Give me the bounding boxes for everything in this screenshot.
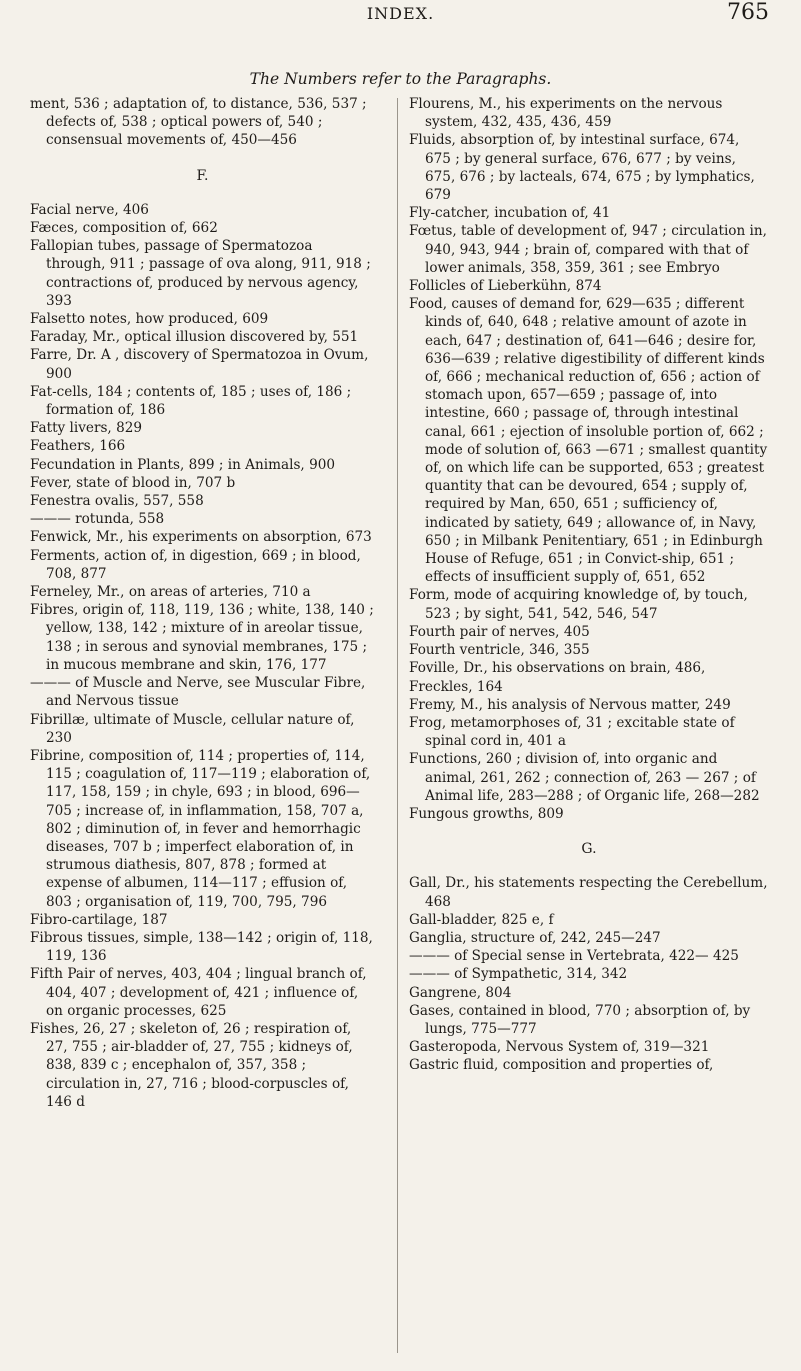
index-entry: Fremy, M., his analysis of Nervous matter, 249 bbox=[409, 696, 731, 713]
index-subtitle: The Numbers refer to the Paragraphs. bbox=[249, 70, 552, 88]
index-entry: Fourth pair of nerves, 405 bbox=[409, 623, 590, 640]
index-entry: Fungous growths, 809 bbox=[409, 805, 564, 822]
index-entry: Facial nerve, 406 bbox=[30, 201, 149, 218]
index-entry: Fenestra ovalis, 557, 558 bbox=[30, 493, 204, 510]
index-entry: Form, mode of acquiring knowledge of, by touch, 523 ; by sight, 541, 542, 546, 547 bbox=[409, 587, 748, 622]
index-entry: Fibrous tissues, simple, 138—142 ; origin of, 118, 119, 136 bbox=[30, 929, 373, 965]
index-entry: ——— of Muscle and Nerve, see Muscular Fibre, and Nervous tissue bbox=[30, 675, 366, 710]
index-entry: Follicles of Lieberkühn, 874 bbox=[409, 278, 602, 295]
index-entry: Frog, metamorphoses of, 31 ; excitable state of spinal cord in, 401 a bbox=[409, 714, 735, 750]
section-letter-heading: G. bbox=[581, 841, 597, 858]
index-entry: Freckles, 164 bbox=[409, 678, 503, 695]
index-entry: Fever, state of blood in, 707 b bbox=[30, 474, 236, 491]
index-entry: Fishes, 26, 27 ; skeleton of, 26 ; respiration of, 27, 755 ; air-bladder of, 27, 755 ; kidneys of, 838, 839 c ; encephalon of, 357, 358 ; circulation in, 27, 716 ; blood-corpuscles of, 146 d bbox=[30, 1020, 353, 1110]
index-entry: Fibrillæ, ultimate of Muscle, cellular nature of, 230 bbox=[30, 711, 355, 746]
index-entry: ——— of Special sense in Vertebrata, 422— 425 bbox=[409, 948, 739, 965]
column-divider bbox=[397, 98, 398, 1353]
index-entry: Faraday, Mr., optical illusion discovered by, 551 bbox=[30, 329, 359, 346]
index-entry: Ferneley, Mr., on areas of arteries, 710 a bbox=[30, 584, 311, 601]
index-entry: Fatty livers, 829 bbox=[30, 420, 143, 437]
running-head: INDEX. bbox=[366, 4, 435, 23]
index-entry: Fibres, origin of, 118, 119, 136 ; white, 138, 140 ; yellow, 138, 142 ; mixture of in areolar tissue, 138 ; in serous and synovial membranes, 175 ; in mucous membrane and skin, 176, 177 bbox=[30, 602, 374, 673]
index-entry: Fourth ventricle, 346, 355 bbox=[409, 642, 590, 659]
section-letter-heading: F. bbox=[196, 167, 209, 184]
index-entry: Gall, Dr., his statements respecting the Cerebellum, 468 bbox=[409, 875, 768, 910]
index-entry: ment, 536 ; adaptation of, to distance, 536, 537 ; defects of, 538 ; optical powers of, 540 ; consensual movements of, 450—456 bbox=[30, 96, 367, 149]
index-entry: Gastric fluid, composition and properties of, bbox=[409, 1057, 714, 1074]
index-entry: ——— rotunda, 558 bbox=[30, 511, 165, 528]
index-entry: Fibrine, composition of, 114 ; properties of, 114, 115 ; coagulation of, 117—119 ; elaboration of, 117, 158, 159 ; in chyle, 693 ; in blood, 696—705 ; increase of, in inflammation, 158, 707 a, 802 ; diminution of, in fever and hemorrhagic diseases, 707 b ; imperfect elaboration of, in strumous diathesis, 807, 878 ; formed at expense of albumen, 114—117 ; effusion of, 803 ; organisation of, 119, 700, 795, 796 bbox=[30, 747, 371, 910]
index-entry: Gangrene, 804 bbox=[409, 984, 512, 1001]
index-entry: Gases, contained in blood, 770 ; absorption of, by lungs, 775—777 bbox=[409, 1002, 751, 1037]
index-entry: Ganglia, structure of, 242, 245—247 bbox=[409, 929, 661, 946]
index-entry: Fecundation in Plants, 899 ; in Animals, 900 bbox=[30, 456, 336, 473]
index-entry: Farre, Dr. A , discovery of Spermatozoa in Ovum, 900 bbox=[30, 347, 369, 382]
index-entry: Fluids, absorption of, by intestinal surface, 674, 675 ; by general surface, 676, 677 ; by veins, 675, 676 ; by lacteals, 674, 675 ; by lymphatics, 679 bbox=[409, 132, 755, 204]
index-entry: Ferments, action of, in digestion, 669 ; in blood, 708, 877 bbox=[30, 547, 361, 582]
index-entry: Flourens, M., his experiments on the nervous system, 432, 435, 436, 459 bbox=[409, 96, 723, 131]
page-header bbox=[0, 0, 801, 100]
index-entry: Gasteropoda, Nervous System of, 319—321 bbox=[409, 1039, 710, 1056]
index-entry: Fly-catcher, incubation of, 41 bbox=[409, 205, 611, 222]
page-number: 765 bbox=[727, 0, 769, 25]
index-entry: Fæces, composition of, 662 bbox=[30, 220, 218, 237]
index-entry: Falsetto notes, how produced, 609 bbox=[30, 311, 269, 328]
index-entry: Feathers, 166 bbox=[30, 438, 126, 455]
index-entry: Fallopian tubes, passage of Spermatozoa through, 911 ; passage of ova along, 911, 918 ; contractions of, produced by nervous agency, 393 bbox=[30, 238, 371, 309]
index-entry: Foville, Dr., his observations on brain, 486, bbox=[409, 660, 706, 677]
right-column bbox=[409, 95, 769, 1075]
index-entry: Fifth Pair of nerves, 403, 404 ; lingual branch of, 404, 407 ; development of, 421 ; influence of, on organic processes, 625 bbox=[30, 966, 367, 1019]
index-entry: Fibro-cartilage, 187 bbox=[30, 911, 168, 928]
index-entry: Fat-cells, 184 ; contents of, 185 ; uses of, 186 ; formation of, 186 bbox=[30, 383, 352, 419]
left-column bbox=[30, 95, 375, 1111]
index-entry: Food, causes of demand for, 629—635 ; different kinds of, 640, 648 ; relative amount of azote in each, 647 ; destination of, 641—646 ; desire for, 636—639 ; relative digestibility of different kinds of, 666 ; mechanical reduction of, 656 ; action of stomach upon, 657—659 ; passage of, into intestine, 660 ; passage of, through intestinal canal, 661 ; ejection of insoluble portion of, 662 ; mode of solution of, 663 —671 ; smallest quantity of, on which life can be supported, 653 ; greatest quantity that can be devoured, 654 ; supply of, required by Man, 650, 651 ; sufficiency of, indicated by satiety, 649 ; allowance of, in Navy, 650 ; in Milbank Penitentiary, 651 ; in Edinburgh House of Refuge, 651 ; in Convict-ship, 651 ; effects of insufficient supply of, 651, 652 bbox=[409, 296, 768, 586]
index-entry: ——— of Sympathetic, 314, 342 bbox=[409, 966, 628, 983]
index-entry: Fœtus, table of development of, 947 ; circulation in, 940, 943, 944 ; brain of, compared with that of lower animals, 358, 359, 361 ; see Embryo bbox=[409, 223, 767, 276]
index-entry: Fenwick, Mr., his experiments on absorption, 673 bbox=[30, 529, 372, 546]
index-entry: Gall-bladder, 825 e, f bbox=[409, 911, 554, 928]
index-entry: Functions, 260 ; division of, into organic and animal, 261, 262 ; connection of, 263 — 267 ; of Animal life, 283—288 ; of Organic life, 268—282 bbox=[409, 751, 760, 804]
